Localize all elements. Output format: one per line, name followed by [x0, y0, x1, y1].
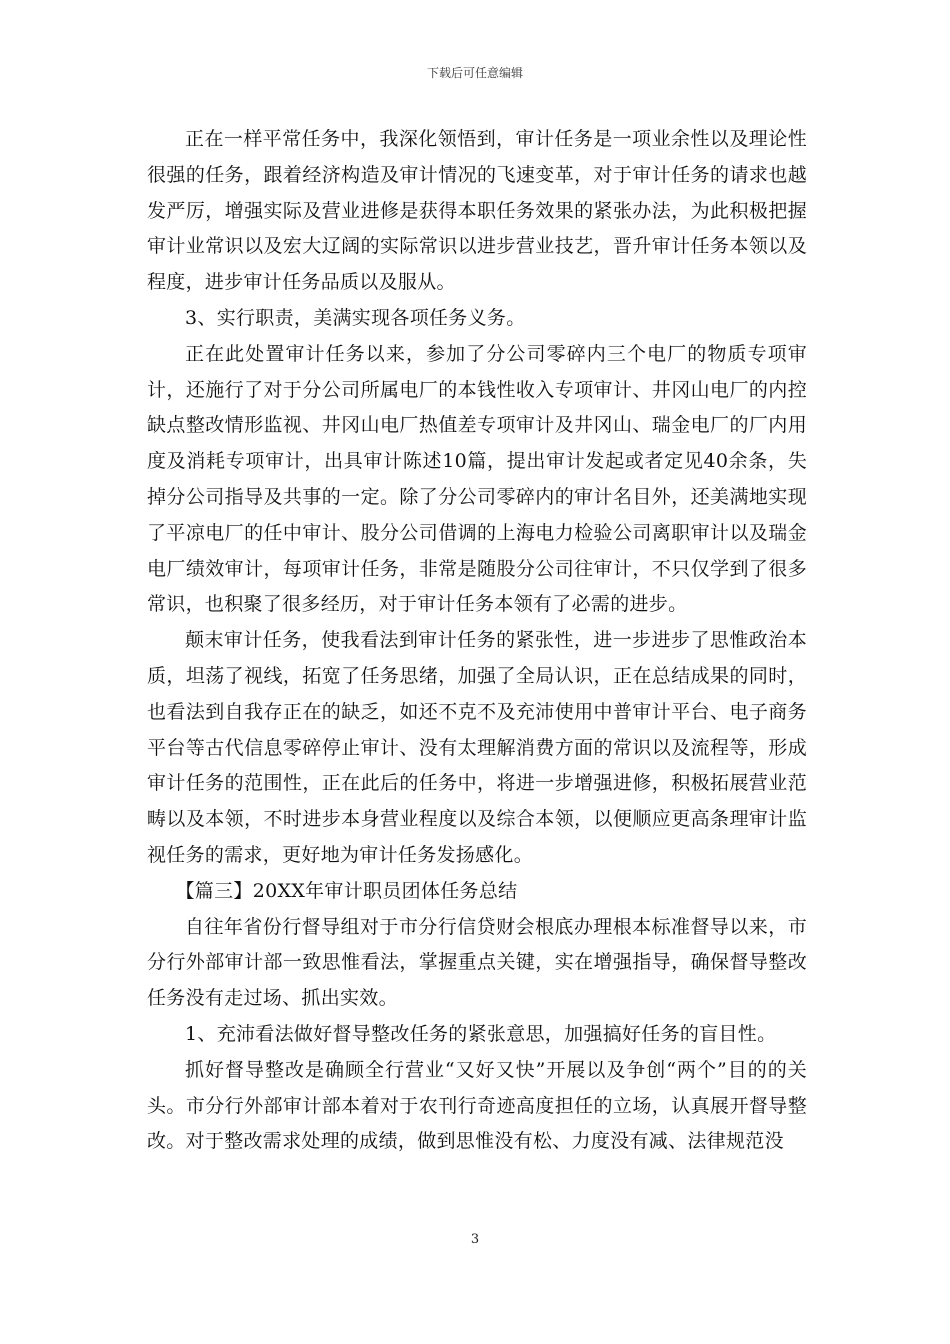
- chapter-heading: 【篇三】20XX年审计职员团体任务总结: [175, 879, 518, 902]
- section-heading: 3、实行职责，美满实现各项任务义务。: [185, 306, 526, 329]
- page-number: 3: [470, 1232, 480, 1247]
- paragraph: 颠末审计任务，使我看法到审计任务的紧张性，进一步进步了思惟政治本质，坦荡了视线，拓宽了任务思绪，加强了全局认识，正在总结成果的同时，也看法到自我存正在的缺乏，如还不克不及充沛使用中普审计平台、电子商务平台等古代信息零碎停止审计、没有太理解消费方面的常识以及流程等，形成审计任务的范围性，正在此后的任务中，将进一步增强进修，积极拓展营业范畴以及本领，不时进步本身营业程度以及综合本领，以便顺应更高条理审计监视任务的需求，更好地为审计任务发扬感化。: [147, 629, 807, 866]
- paragraph: 抓好督导整改是确顾全行营业“又好又快”开展以及争创“两个”目的的关头。市分行外部审计部本着对于农刊行奇迹高度担任的立场，认真展开督导整改。对于整改需求处理的成绩，做到思惟没有松、力度没有减、法律规范没: [147, 1058, 807, 1153]
- paragraph: 自往年省份行督导组对于市分行信贷财会根底办理根本标准督导以来，市分行外部审计部一致思惟看法，掌握重点关键，实在增强指导，确保督导整改任务没有走过场、抓出实效。: [147, 915, 807, 1010]
- page-header-note: 下载后可任意编辑: [426, 66, 523, 80]
- paragraph: 正在此处置审计任务以来，参加了分公司零碎内三个电厂的物质专项审计，还施行了对于分公司所属电厂的本钱性收入专项审计、井冈山电厂的内控缺点整改情形监视、井冈山电厂热值差专项审计及井冈山、瑞金电厂的厂内用度及消耗专项审计，出具审计陈述10篇，提出审计发起或者定见40余条，失掉分公司指导及共事的一定。除了分公司零碎内的审计名目外，还美满地实现了平凉电厂的任中审计、股分公司借调的上海电力检验公司离职审计以及瑞金电厂绩效审计，每项审计任务，非常是随股分公司往审计，不只仅学到了很多常识，也积聚了很多经历，对于审计任务本领有了必需的进步。: [147, 342, 807, 616]
- paragraph: 正在一样平常任务中，我深化领悟到，审计任务是一项业余性以及理论性很强的任务，跟着经济构造及审计情况的飞速变革，对于审计任务的请求也越发严厉，增强实际及营业进修是获得本职任务效果的紧张办法，为此积极把握审计业常识以及宏大辽阔的实际常识以进步营业技艺，晋升审计任务本领以及程度，进步审计任务品质以及服从。: [147, 128, 807, 294]
- section-heading: 1、充沛看法做好督导整改任务的紧张意思，加强搞好任务的盲目性。: [185, 1022, 777, 1045]
- document-body: [147, 122, 807, 1160]
